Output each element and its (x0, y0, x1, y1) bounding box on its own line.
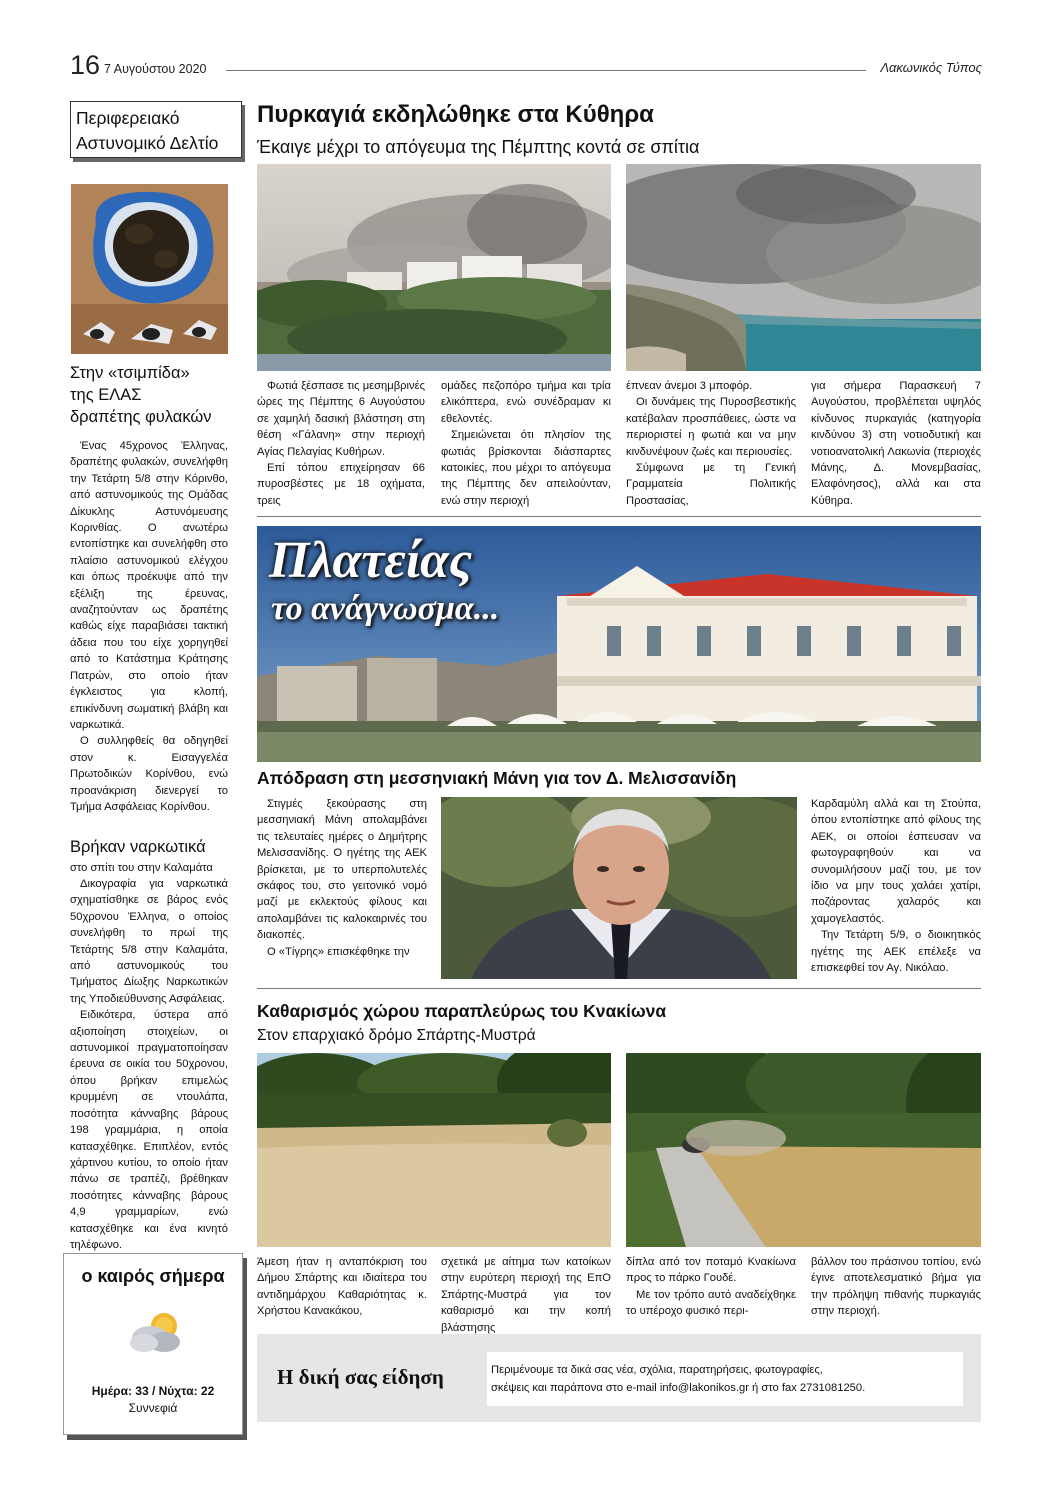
story-drugs-paragraph: Ειδικότερα, ύστερα από αξιοποίηση στοιχείων, οι αστυνομικοί πραγματοποίησαν έρευνα σε οικία του 50χρονου, όπου βρήκαν επιμελώς κρυμμένη σε ντουλάπα, ποσότητα κάνναβης βάρους 198 γραμμάρια, η οποία κατασχέθηκε. Επιπλέον, εντός χάρτινου κυτίου, το οποίο ήταν πάνω σε τραπέζι, βρέθηκαν ποσότητες κάνναβης βάρους 4,9 γραμμαρίων, ενώ κατασχέθηκε και ένα κινητό τηλέφωνο. (70, 1009, 228, 1251)
fire-article-subtitle: Έκαιγε μέχρι το απόγευμα της Πέμπτης κοντά σε σπίτια (257, 137, 700, 157)
mani-article-title: Απόδραση στη μεσσηνιακή Μάνη για τον Δ. Μελισσανίδη (257, 768, 737, 788)
header-rule (226, 70, 866, 71)
cleanup-article-title: Καθαρισμός χώρου παραπλεύρως του Κνακίωνα (257, 1001, 667, 1021)
story-drugs-body (70, 876, 228, 1253)
your-news-box (257, 1334, 981, 1422)
page-number: 16 (70, 50, 101, 80)
mani-paragraph: Την Τετάρτη 5/9, ο διοικητικός ηγέτης της ΑΕΚ επέλεξε να επισκεφθεί τον Αγ. Νικόλαο. (811, 929, 981, 975)
fire-paragraph: Σύμφωνα με τη Γενική Γραμματεία Πολιτικής Προστασίας, (626, 462, 796, 507)
your-news-line-1: Περιμένουμε τα δικά σας νέα, σχόλια, παρατηρήσεις, φωτογραφίες, (491, 1364, 823, 1376)
fire-paragraph: Σημειώνεται ότι πλησίον της φωτιάς βρίσκονται διάσπαρτες κατοικίες, που μέχρι το απόγευμα της Πέμπτης δεν απειλούνταν, ενώ στην περιοχή (441, 429, 611, 507)
fire-column-2 (441, 378, 611, 509)
section-rule (257, 516, 981, 517)
cleanup-photo-field (257, 1053, 611, 1247)
cleanup-paragraph: Άμεση ήταν η ανταπόκριση του Δήμου Σπάρτης και ιδιαίτερα του αντιδημάρχου Καθαριότητας κ. Χρήστου Κανακάκου, (257, 1256, 427, 1318)
cleanup-column-1 (257, 1254, 427, 1320)
fire-paragraph: Επί τόπου επιχείρησαν 66 πυροσβέστες με 18 οχήματα, τρεις (257, 462, 425, 507)
mani-paragraph: Καρδαμύλη αλλά και τη Στούπα, όπου εντοπίστηκε από φίλους της ΑΕΚ, οι οποίοι έσπευσαν να φωτογραφηθούν και να συνομιλήσουν μαζί του, με τον ίδιο να μην τους χαλάει χατίρι, ποζάροντας χαλαρός και χαμογελαστός. (811, 798, 981, 925)
story-drugs-title: Βρήκαν ναρκωτικά (70, 838, 206, 856)
your-news-line-2: σκέψεις και παράπονα στο e-mail info@lakonikos.gr ή στο fax 2731081250. (491, 1382, 866, 1394)
mani-column-2 (811, 796, 981, 976)
fire-paragraph: Φωτιά ξέσπασε τις μεσημβρινές ώρες της Πέμπτης 6 Αυγούστου σε χαμηλή δασική βλάστηση στη θέση «Γάλανη» στην περιοχή Αγίας Πελαγίας Κυθήρων. (257, 380, 425, 458)
police-bulletin-title-1: Περιφερειακό (76, 108, 180, 128)
fire-photo-town (257, 164, 611, 371)
story-escapee-paragraph: Ο συλληφθείς θα οδηγηθεί στον κ. Εισαγγελέα Πρωτοδικών Κορίνθου, ενώ προανάκριση διενεργεί το Τμήμα Ασφάλειας Κορίνθου. (70, 735, 228, 813)
fire-column-3 (626, 378, 796, 509)
mani-paragraph: Στιγμές ξεκούρασης στη μεσσηνιακή Μάνη απολαμβάνει τις τελευταίες ημέρες ο Δημήτρης Μελισσανίδης. Ο ηγέτης της ΑΕΚ βρίσκεται, με το υπερπολυτελές σκάφος του, στο γειτονικό νομό μαζί με εκλεκτούς φίλους και απολαμβάνει τις καλοκαιρινές του διακοπές. (257, 798, 427, 942)
story-drugs-subtitle: στο σπίτι του στην Καλαμάτα (70, 862, 213, 874)
story-drugs-paragraph: Δικογραφία για ναρκωτικά σχηματίσθηκε σε βάρος ενός 50χρονου Έλληνα, ο οποίος συνελήφθη το πρωί της Τετάρτης 5/8 στην Καλαμάτα, από αστυνομικούς του Τμήματος Δίωξης Ναρκωτικών της Υποδιεύθυνσης Ασφάλειας. (70, 878, 228, 1005)
fire-paragraph: Οι δυνάμεις της Πυροσβεστικής κατέβαλαν προσπάθειες, ώστε να περιοριστεί η φωτιά και να μην κινδυνέψουν ζωές και περιουσίες. (626, 396, 796, 458)
cleanup-column-4 (811, 1254, 981, 1320)
story-escapee-body (70, 438, 228, 815)
cleanup-paragraph: σχετικά με αίτημα των κατοίκων στην ευρύτερη περιοχή της ΕπΟ Σπάρτης-Μυστρά για τον καθαρισμό και την κοπή βλάστησης (441, 1256, 611, 1334)
plateias-banner (257, 526, 981, 762)
cleanup-paragraph: βάλλον του πράσινου τοπίου, ενώ έγινε αποτελεσματικό βήμα για την πρόληψη πιθανής πυρκαγιάς στην περιοχή. (811, 1256, 981, 1318)
fire-paragraph: για σήμερα Παρασκευή 7 Αυγούστου, προβλέπεται υψηλός κίνδυνος πυρκαγιάς (κατηγορία κινδύνου 3) στη νοτιοδυτική και νοτιοανατολική Λακωνία (περιοχές Μάνης, Δ. Μονεμβασίας, Ελαφόνησος), αλλά και στα Κύθηρα. (811, 380, 981, 507)
weather-title: ο καιρός σήμερα (81, 1266, 225, 1286)
fire-column-1 (257, 378, 425, 509)
cleanup-article-subtitle: Στον επαρχιακό δρόμο Σπάρτης-Μυστρά (257, 1027, 536, 1044)
your-news-title: Η δική σας είδηση (277, 1365, 444, 1389)
police-bulletin-title-2: Αστυνομικό Δελτίο (76, 133, 219, 153)
cloudy-sun-icon (124, 1306, 188, 1356)
weather-condition: Συννεφιά (128, 1401, 178, 1415)
melissanidis-portrait (441, 797, 797, 979)
your-news-text-box (487, 1352, 963, 1406)
fire-paragraph: έπνεαν άνεμοι 3 μποφόρ. (626, 380, 753, 392)
mani-paragraph: Ο «Τίγρης» επισκέφθηκε την (267, 945, 410, 958)
police-bulletin-box (70, 101, 242, 158)
cleanup-column-3 (626, 1254, 796, 1320)
banner-title-2: το ανάγνωσμα... (271, 590, 500, 627)
mani-column-1 (257, 796, 427, 960)
fire-paragraph: ομάδες πεζοπόρο τμήμα και τρία ελικόπτερα, ενώ συνέδραμαν κι εθελοντές. (441, 380, 611, 425)
cleanup-photo-road (626, 1053, 981, 1247)
weather-box (63, 1253, 243, 1435)
seized-drugs-photo (71, 184, 228, 354)
fire-column-4 (811, 378, 981, 509)
weather-temperatures: Ημέρα: 33 / Νύχτα: 22 (91, 1384, 215, 1398)
story-escapee-title-3: δραπέτης φυλακών (70, 408, 212, 426)
section-rule (257, 988, 981, 989)
story-escapee-title (70, 362, 240, 428)
page-date: 7 Αυγούστου 2020 (104, 62, 207, 76)
story-escapee-paragraph: Ένας 45χρονος Έλληνας, δραπέτης φυλακών, συνελήφθη την Τετάρτη 5/8 στην Κόρινθο, από αστυνομικούς της Ομάδας Δίκυκλης Αστυνόμευσης Κορινθίας. Ο ανωτέρω εντοπίστηκε και συνελήφθη στο πλαίσιο αστυνομικού ελέγχου και όπως προέκυψε από την εξέλιξη της έρευνας, αναζητούνταν ως δραπέτης καθώς είχε παραβιάσει τακτική άδεια που του είχε χορηγηθεί από το Κατάστημα Κράτησης Πατρών, στο οποίο ήταν έγκλειστος για κλοπή, επικίνδυνη σωματική βλάβη και ναρκωτικά. (70, 440, 228, 731)
story-escapee-title-1: Στην «τσιμπίδα» (70, 364, 190, 382)
banner-title-1: Πλατείας (269, 532, 473, 589)
cleanup-column-2 (441, 1254, 611, 1336)
cleanup-paragraph: Με τον τρόπο αυτό αναδείχθηκε το υπέροχο φυσικό περι- (626, 1288, 796, 1318)
story-escapee-title-2: της ΕΛΑΣ (70, 386, 142, 404)
cleanup-paragraph: δίπλα από τον ποταμό Κνακίωνα προς το πάρκο Γουδέ. (626, 1256, 796, 1285)
fire-photo-coast (626, 164, 981, 371)
fire-article-title: Πυρκαγιά εκδηλώθηκε στα Κύθηρα (257, 101, 654, 128)
publication-name: Λακωνικός Τύπος (880, 60, 982, 75)
